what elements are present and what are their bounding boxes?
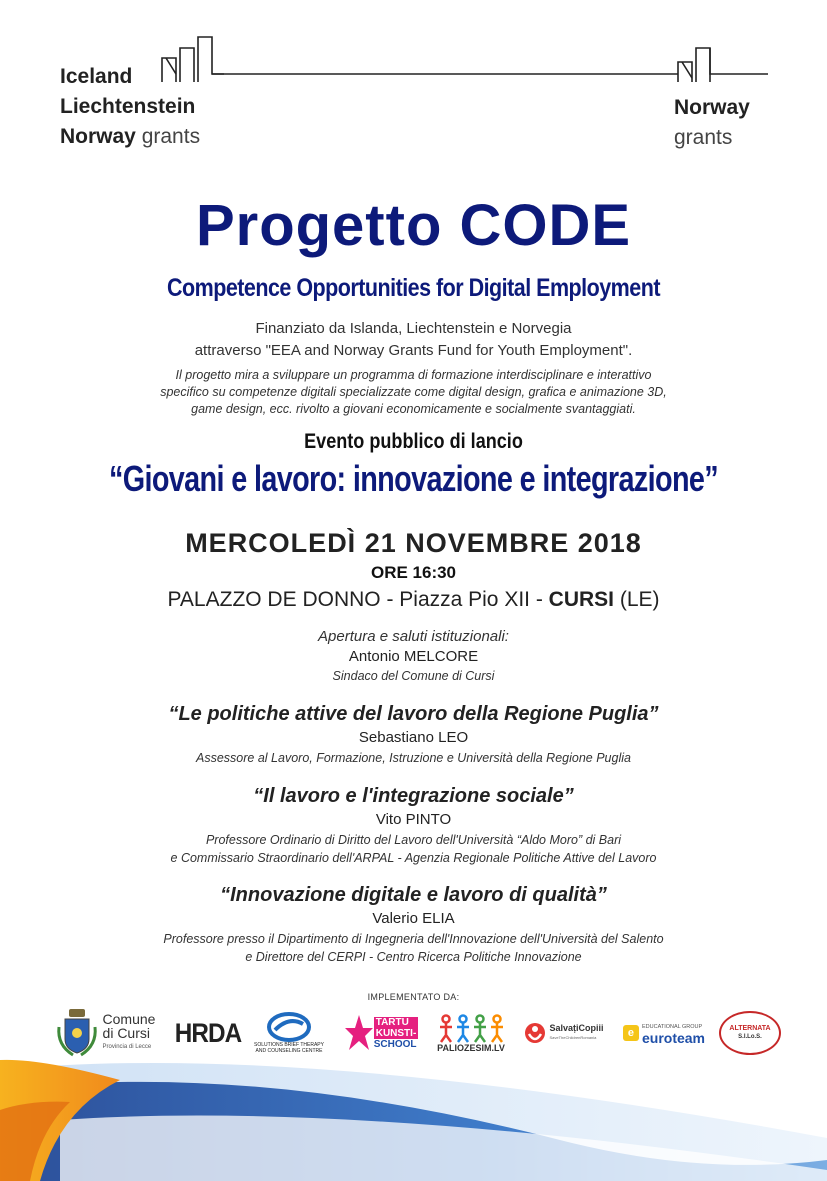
talk-3-speaker: Valerio ELIA [372, 910, 455, 927]
implementers-label: IMPLEMENTATO DA: [367, 992, 460, 1002]
event-date: MERCOLEDÌ 21 NOVEMBRE 2018 [185, 528, 642, 558]
talk-1-speaker: Sebastiano LEO [358, 729, 469, 746]
salvati-line-1: SalvațiCopiii [549, 1023, 604, 1033]
logo-right-norway: Norway [674, 96, 750, 119]
hrda-text: HRDA [174, 1017, 242, 1048]
description-line-1: Il progetto mira a sviluppare un programma di formazione interdisciplinare e interattivo [175, 368, 652, 382]
talk-3-title: “Innovazione digitale e lavoro di qualità” [220, 884, 607, 906]
event-venue [0, 588, 827, 612]
event-label: Evento pubblico di lancio [304, 430, 523, 453]
cursi-line-3: Provincia di Lecce [102, 1044, 152, 1050]
solutions-line-2: AND COUNSELING CENTRE [255, 1048, 323, 1054]
cursi-line-1: Comune [102, 1011, 156, 1027]
tartu-star-icon [344, 1013, 374, 1053]
description-line-2: specifico su competenze digitali specializzate come digital design, grafica e animazione 3D, [160, 385, 667, 399]
euroteam-line-2: euroteam [641, 1030, 706, 1046]
palitozesim-text: PALIOZESIM.LV [437, 1043, 505, 1053]
talk-1-role: Assessore al Lavoro, Formazione, Istruzione e Università della Regione Puglia [196, 751, 631, 765]
description-line-3: game design, ecc. rivolto a giovani economicamente e socialmente svantaggiati. [191, 402, 636, 416]
talk-2-role-line-1: Professore Ordinario di Diritto del Lavoro dell'Università “Aldo Moro” di Bari [205, 833, 622, 847]
norway-grants-logo [674, 93, 750, 153]
talk-3-role-line-1: Professore presso il Dipartimento di Ingegneria dell'Innovazione dell'Università del Salento [163, 932, 664, 946]
logo-iceland: Iceland [60, 65, 133, 88]
opening-label: Apertura e saluti istituzionali: [318, 628, 509, 645]
alternata-line-2: S.I.Lo.S. [738, 1034, 762, 1040]
opening-speaker-role: Sindaco del Comune di Cursi [332, 669, 495, 683]
bottom-swoosh-graphic [0, 1050, 827, 1181]
talk-3-role-line-2: e Direttore del CERPI - Centro Ricerca Politiche Innovazione [245, 950, 582, 964]
talk-2-speaker: Vito PINTO [375, 811, 452, 828]
logo-norway: Norway [60, 125, 136, 148]
solutions-line-1: SOLUTIONS BRIEF THERAPY [254, 1042, 324, 1048]
venue-town: CURSI [548, 588, 615, 611]
page-title: Progetto CODE [195, 193, 632, 258]
funding-text [0, 318, 827, 362]
talk-2-title: “Il lavoro e l'integrazione sociale” [253, 785, 574, 807]
venue-square: - Piazza Pio XII - [380, 588, 549, 611]
euroteam-line-1: EDUCATIONAL GROUP [641, 1024, 703, 1030]
talk-2-role-line-2: e Commissario Straordinario dell'ARPAL - Agenzia Regionale Politiche Attive del Lavoro [170, 851, 657, 865]
venue-province: (LE) [614, 588, 660, 611]
venue-building: PALAZZO DE DONNO [167, 588, 381, 611]
funding-line-1: Finanziato da Islanda, Liechtenstein e Norvegia [255, 320, 572, 337]
funding-line-2: attraverso "EEA and Norway Grants Fund for Youth Employment". [194, 342, 633, 359]
grants-line-graphic [158, 34, 770, 86]
event-time: ORE 16:30 [370, 563, 457, 582]
logo-right-grants: grants [674, 126, 733, 149]
talk-1-title: “Le politiche attive del lavoro della Regione Puglia” [168, 703, 659, 725]
save-the-children-icon [524, 1022, 546, 1044]
project-description [0, 367, 827, 418]
opening-speaker: Antonio MELCORE [348, 648, 479, 665]
solutions-swirl-icon [267, 1012, 311, 1042]
logo-grants: grants [141, 125, 201, 148]
tartu-line-1: TARTU [374, 1017, 419, 1028]
page-subtitle: Competence Opportunities for Digital Employment [167, 274, 660, 302]
euroteam-e-icon: e [623, 1025, 639, 1041]
event-title: “Giovani e lavoro: innovazione e integrazione” [108, 458, 719, 499]
children-figures-icon [438, 1013, 504, 1043]
tartu-line-2: KUNSTI- [375, 1027, 417, 1039]
salvati-line-2: SaveTheChildrenRomania [549, 1035, 597, 1040]
alternata-line-1: ALTERNATA [729, 1025, 771, 1032]
tartu-line-3: SCHOOL [373, 1038, 417, 1050]
logo-liechtenstein: Liechtenstein [60, 95, 196, 118]
cursi-line-2: di Cursi [102, 1025, 150, 1041]
